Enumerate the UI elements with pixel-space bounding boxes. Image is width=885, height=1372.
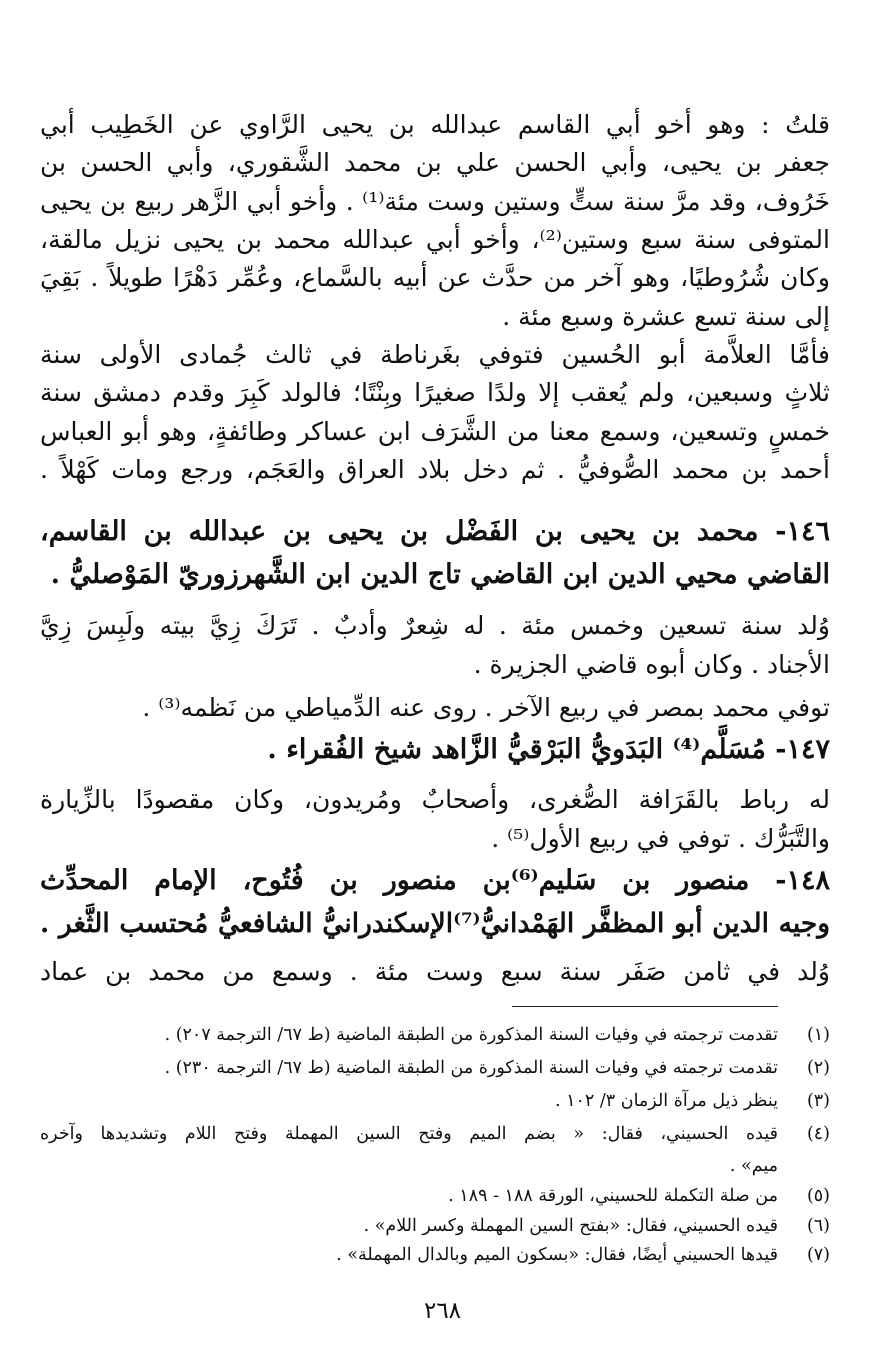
entry-heading-148: ١٤٨- منصور بن سَليم⁽⁶⁾بن منصور بن فُتُوح، الإمام المحدِّث [40, 865, 830, 896]
footnote-rule [512, 1006, 778, 1007]
entry-heading-146: القاضي محيي الدين ابن القاضي تاج الدين ابن الشَّهرزوريّ المَوْصليُّ . [50, 559, 830, 590]
body-line: ثلاثٍ وسبعين، ولم يُعقب إلا ولدًا صغيرًا وبِنْتًا؛ فالولد كَبِرَ وقدم دمشق سنة [40, 378, 830, 407]
footnote [40, 1121, 830, 1147]
footnote-text: ينظر ذيل مرآة الزمان ٣/ ١٠٢ . [554, 1091, 778, 1111]
footnote [40, 1088, 830, 1114]
footnote [40, 1055, 830, 1081]
entry-heading-146: ١٤٦- محمد بن يحيى بن الفَضْل بن يحيى بن عبدالله بن القاسم، [40, 516, 830, 547]
entry-heading-148: وجيه الدين أبو المظفَّر الهَمْدانيُّ⁽⁷⁾الإسكندرانيُّ الشافعيُّ مُحتسب الثَّغر . [40, 908, 831, 939]
footnote-text: قيده الحسيني، فقال: «بفتح السين المهملة وكسر اللام» . [363, 1216, 778, 1236]
body-line: وُلد سنة تسعين وخمس مئة . له شِعرٌ وأدبٌ . تَرَكَ زِيَّ بيته ولَبِسَ زِيَّ [40, 611, 830, 640]
body-line: وكان شُرُوطيًا، وهو آخر من حدَّث عن أبيه بالسَّماع، وعُمِّر دَهْرًا طويلاً . بَقِيَ [40, 263, 830, 292]
footnote [40, 1213, 830, 1239]
body-line: الأجناد . وكان أبوه قاضي الجزيرة . [473, 650, 830, 679]
footnote-number: (٤) [806, 1124, 830, 1144]
footnote [40, 1183, 830, 1209]
entry-heading-147: ١٤٧- مُسَلَّم⁽⁴⁾ البَدَويُّ البَرْقيُّ الزَّاهد شيخ الفُقراء . [267, 734, 830, 765]
footnote-number: (٧) [806, 1245, 830, 1265]
body-line: خَرُوف، وقد مرَّ سنة ستٍّ وستين وست مئة⁽¹⁾ . وأخو أبي الزَّهر ربيع بن يحيى [40, 187, 830, 216]
footnote-text: من صلة التكملة للحسيني، الورقة ١٨٨ - ١٨٩ . [448, 1186, 778, 1206]
footnote-text: تقدمت ترجمته في وفيات السنة المذكورة من الطبقة الماضية (ط ٦٧/ الترجمة ٢٣٠) . [164, 1058, 778, 1078]
body-line: توفي محمد بمصر في ربيع الآخر . روى عنه الدِّمياطي من نَظمه⁽³⁾ . [142, 693, 830, 722]
footnote-number: (٣) [806, 1091, 830, 1111]
footnote-number: (٦) [806, 1216, 830, 1236]
footnote-number: (٥) [806, 1186, 830, 1206]
footnote [40, 1242, 830, 1268]
footnote-text: قيدها الحسيني أيضًا، فقال: «بسكون الميم وبالدال المهملة» . [336, 1245, 778, 1265]
body-line: خمسٍ وتسعين، وسمع معنا من الشَّرَف ابن عساكر وطائفةٍ، وهو أبو العباس [40, 417, 830, 446]
footnote-number: (٢) [806, 1058, 830, 1078]
body-line: جعفر بن يحيى، وأبي الحسن علي بن محمد الشَّقوري، وأبي الحسن بن [40, 148, 830, 177]
body-line: إلى سنة تسع عشرة وسبع مئة . [502, 302, 830, 331]
body-line: المتوفى سنة سبع وستين⁽²⁾، وأخو أبي عبدالله محمد بن يحيى نزيل مالقة، [40, 225, 830, 254]
footnote-number: (١) [806, 1025, 830, 1045]
footnote [40, 1022, 830, 1048]
body-line: وُلد في ثامن صَفَر سنة سبع وست مئة . وسمع من محمد بن عماد [40, 957, 830, 986]
body-line: قلتُ : وهو أخو أبي القاسم عبدالله بن يحيى الرَّاوي عن الخَطِيب أبي [40, 110, 830, 139]
body-line: والتَّبَرُّك . توفي في ربيع الأول⁽⁵⁾ . [491, 824, 830, 853]
page-number: ٢٦٨ [423, 1298, 462, 1324]
footnote-text: قيده الحسيني، فقال: « بضم الميم وفتح السين المهملة وفتح اللام وتشديدها وآخره [40, 1124, 778, 1144]
footnote-continuation: ميم» . [729, 1156, 778, 1176]
body-line: فأمَّا العلاَّمة أبو الحُسين فتوفي بغَرناطة في ثالث جُمادى الأولى سنة [40, 340, 830, 369]
body-line: له رباط بالقَرَافة الصُّغرى، وأصحابٌ ومُريدون، وكان مقصودًا بالزِّيارة [40, 785, 830, 814]
footnote-text: تقدمت ترجمته في وفيات السنة المذكورة من الطبقة الماضية (ط ٦٧/ الترجمة ٢٠٧) . [164, 1025, 778, 1045]
body-line: أحمد بن محمد الصُّوفيُّ . ثم دخل بلاد العراق والعَجَم، ورجع ومات كَهْلاً . [40, 455, 830, 484]
